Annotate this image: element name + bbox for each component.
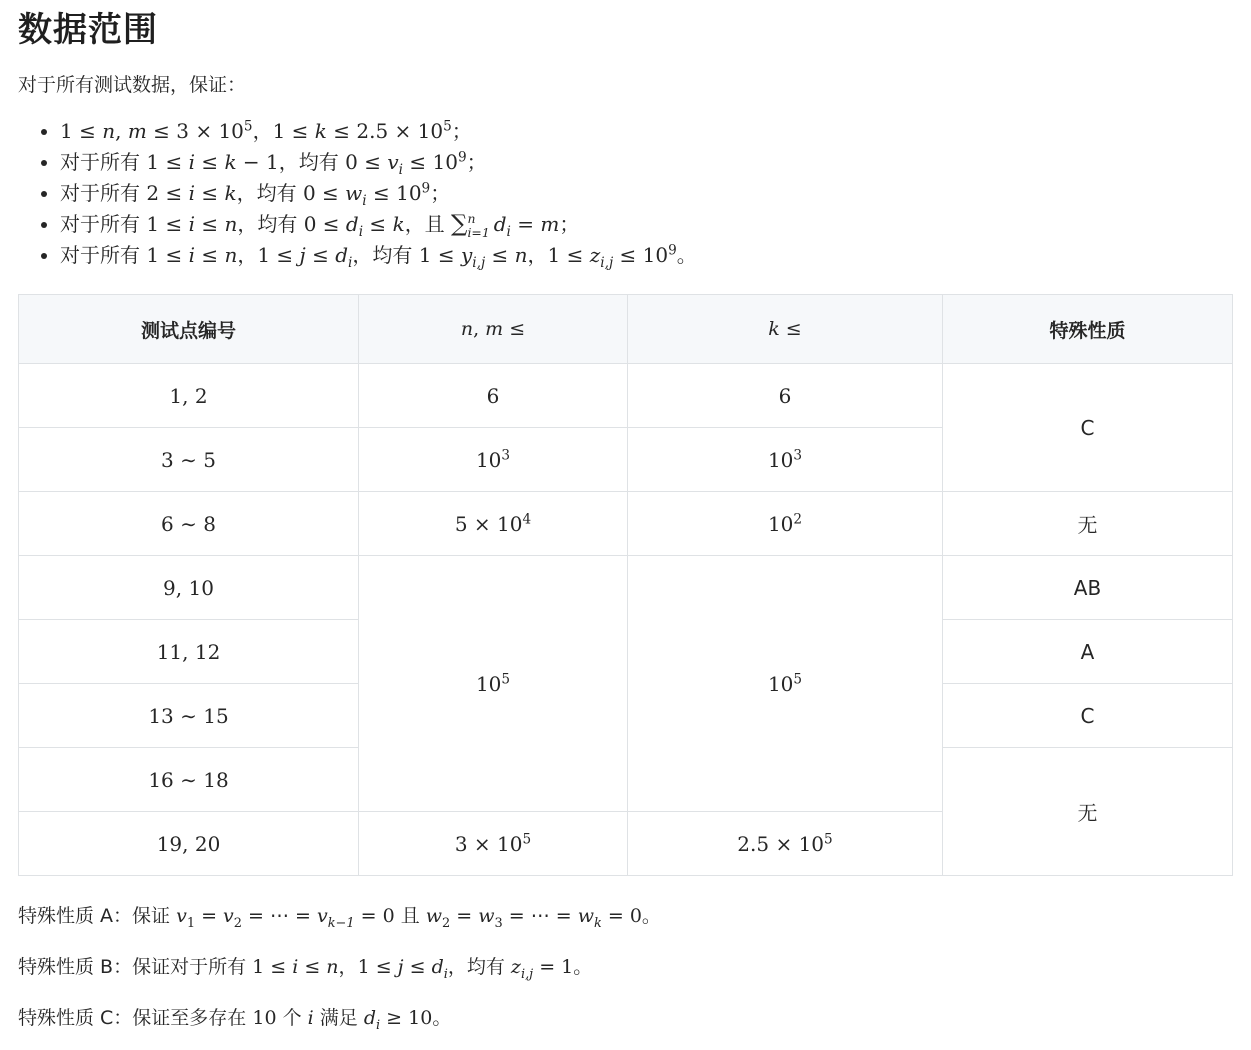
cell-test-id: 6 ∼ 8 <box>19 492 359 556</box>
math-var: j <box>299 243 306 267</box>
math-sub: k <box>594 915 602 931</box>
math-text: = ⋯ = <box>502 905 578 927</box>
math-exp: 5 <box>522 830 532 847</box>
math-var: i <box>307 1007 314 1029</box>
math-exp: 3 <box>501 446 511 463</box>
math-var: d <box>493 212 507 236</box>
math-text: 0 ≤ <box>345 150 388 174</box>
math-text: ≤ <box>298 956 327 978</box>
text: ，均有 <box>237 212 304 236</box>
cell-test-id: 16 ∼ 18 <box>19 748 359 812</box>
cell-nm: 6 <box>359 364 628 428</box>
math-var: i <box>188 212 195 236</box>
cell-property: A <box>943 620 1233 684</box>
cell-property: C <box>943 684 1233 748</box>
constraint-list <box>18 116 697 271</box>
math-var: k <box>314 119 327 143</box>
text: 对于所有 <box>60 150 147 174</box>
math-var: n <box>224 243 238 267</box>
cell-k <box>628 812 943 876</box>
text: 对于所有 <box>60 212 147 236</box>
math-text: 1 ≤ <box>547 243 590 267</box>
math-sub: i <box>506 224 511 240</box>
math-text: 1 ≤ <box>252 956 293 978</box>
math-text: 10 <box>767 447 794 472</box>
math-text: ≤ 10 <box>366 181 422 205</box>
math-exp: 5 <box>443 118 452 135</box>
math-text: 5 × 10 <box>454 511 523 536</box>
math-var: w <box>577 905 594 927</box>
header-property: 特殊性质 <box>943 295 1233 364</box>
cell-property: AB <box>943 556 1233 620</box>
cell-test-id: 11, 12 <box>19 620 359 684</box>
math-text: ≤ 10 <box>403 150 458 174</box>
math-sub: 2 <box>233 915 242 931</box>
header-nm <box>359 295 628 364</box>
math-text: 10 <box>767 511 794 536</box>
math-var: d <box>345 212 359 236</box>
table-row <box>19 492 1233 556</box>
text: ，均有 <box>447 956 511 978</box>
text: ，均有 <box>352 243 419 267</box>
punct: 。 <box>573 956 593 978</box>
math-sub: 2 <box>442 915 451 931</box>
cell-nm <box>359 556 628 812</box>
math-text: 1 ≤ <box>60 119 103 143</box>
math-var: v <box>316 905 328 927</box>
cell-test-id: 9, 10 <box>19 556 359 620</box>
math-text: ≤ <box>194 181 225 205</box>
math-text: 1 ≤ <box>272 119 315 143</box>
cell-k <box>628 428 943 492</box>
punct: 。 <box>432 1007 452 1029</box>
sum-lower: i=1 <box>467 224 490 240</box>
property-a-note <box>18 901 661 931</box>
property-b-note <box>18 952 593 982</box>
math-var: n <box>224 212 238 236</box>
cell-property: 无 <box>943 492 1233 556</box>
table-row <box>19 364 1233 428</box>
math-var: n <box>460 318 474 340</box>
cell-nm <box>359 492 628 556</box>
cell-property: 无 <box>943 748 1233 876</box>
math-text: = ⋯ = <box>241 905 317 927</box>
math-text: 2.5 × 10 <box>737 831 825 856</box>
math-sub: 1 <box>186 915 196 931</box>
math-exp: 4 <box>522 510 532 527</box>
cell-test-id: 13 ∼ 15 <box>19 684 359 748</box>
punct: 。 <box>641 905 661 927</box>
math-text: 10 <box>475 671 502 696</box>
constraint-item-4 <box>60 209 697 240</box>
text: ，均有 <box>278 150 346 174</box>
math-var: i <box>188 150 195 174</box>
math-var: i <box>188 243 195 267</box>
sum-upper: n <box>467 211 476 227</box>
punct: ， <box>252 119 273 143</box>
text: 个 <box>276 1007 308 1029</box>
cell-test-id: 1, 2 <box>19 364 359 428</box>
math-text: 1 ≤ <box>146 150 189 174</box>
math-sub: i <box>348 255 353 271</box>
math-sub: i <box>398 162 404 178</box>
math-sub: 3 <box>494 915 503 931</box>
cell-k <box>628 492 943 556</box>
math-var: i <box>188 181 195 205</box>
intro-text: 对于所有测试数据，保证： <box>18 74 247 96</box>
cell-k <box>628 556 943 812</box>
text: 且 <box>394 905 426 927</box>
math-text: ≤ 2.5 × 10 <box>326 119 444 143</box>
math-exp: 5 <box>793 670 803 687</box>
math-exp: 9 <box>668 242 677 259</box>
math-exp: 9 <box>457 149 467 166</box>
math-text: ≤ <box>194 243 225 267</box>
text: 对于所有 <box>60 181 147 205</box>
math-var: v <box>223 905 234 927</box>
math-var: m <box>127 119 147 143</box>
math-text: = 1 <box>533 956 574 978</box>
math-var: d <box>363 1007 376 1029</box>
math-sub: i,j <box>520 966 534 982</box>
math-var: k <box>224 150 237 174</box>
math-var: w <box>345 181 363 205</box>
math-var: v <box>387 150 399 174</box>
math-text: − 1 <box>236 150 279 174</box>
math-var: w <box>425 905 443 927</box>
math-text: = 0 <box>354 905 395 927</box>
math-text: ≤ <box>503 318 526 340</box>
text: 对于所有 <box>60 243 147 267</box>
math-text: ≤ <box>485 243 515 267</box>
punct: 。 <box>676 243 697 267</box>
math-text: 1 ≤ <box>146 212 189 236</box>
math-sub: k−1 <box>327 915 355 931</box>
math-exp: 9 <box>421 180 431 197</box>
sum-limits <box>467 212 489 238</box>
math-text: = <box>450 905 479 927</box>
math-text: = <box>510 212 541 236</box>
math-var: n <box>102 119 116 143</box>
math-text: 10 <box>767 671 794 696</box>
math-exp: 5 <box>501 670 511 687</box>
math-text: = <box>195 905 224 927</box>
math-sub: i <box>362 193 367 209</box>
text: 特殊性质 C：保证至多存在 <box>18 1007 253 1029</box>
constraint-item-1 <box>60 116 697 147</box>
cell-test-id: 19, 20 <box>19 812 359 876</box>
math-var: m <box>485 318 504 340</box>
math-text: ≤ 3 × 10 <box>146 119 244 143</box>
math-text: ≤ 10 <box>613 243 669 267</box>
punct: ， <box>237 243 258 267</box>
math-sub: i,j <box>600 255 614 271</box>
math-text: ≤ <box>779 318 802 340</box>
math-text: 1 ≤ <box>357 956 398 978</box>
punct: ； <box>466 150 487 174</box>
constraint-item-5 <box>60 240 697 271</box>
math-exp: 2 <box>793 510 803 527</box>
math-var: k <box>392 212 405 236</box>
cell-test-id: 3 ∼ 5 <box>19 428 359 492</box>
math-text: , <box>115 119 128 143</box>
math-var: k <box>768 318 780 340</box>
math-var: w <box>478 905 495 927</box>
math-text: ≤ <box>403 956 432 978</box>
math-text: 10 <box>475 447 502 472</box>
property-c-note <box>18 1003 452 1033</box>
punct: ； <box>430 181 451 205</box>
math-text: 0 ≤ <box>302 181 346 205</box>
math-var: z <box>510 956 521 978</box>
math-text: ≥ 10 <box>380 1007 433 1029</box>
header-k <box>628 295 943 364</box>
sum-symbol: ∑ <box>451 211 468 237</box>
math-var: n <box>326 956 339 978</box>
math-var: z <box>589 243 601 267</box>
math-text: ≤ <box>363 212 393 236</box>
math-text: 3 × 10 <box>454 831 523 856</box>
section-heading: 数据范围 <box>18 10 158 50</box>
math-var: v <box>176 905 187 927</box>
table-row <box>19 556 1233 620</box>
text: ，且 <box>404 212 452 236</box>
math-text: , <box>473 318 486 340</box>
test-data-table <box>18 294 1233 876</box>
constraint-item-3 <box>60 178 697 209</box>
math-text: 1 ≤ <box>418 243 461 267</box>
math-sub: i <box>443 966 448 982</box>
cell-k: 6 <box>628 364 943 428</box>
text: 特殊性质 A：保证 <box>18 905 177 927</box>
math-text: 10 <box>252 1007 277 1029</box>
math-text: 2 ≤ <box>146 181 189 205</box>
math-text: = 0 <box>601 905 642 927</box>
math-exp: 5 <box>243 118 253 135</box>
math-var: m <box>540 212 560 236</box>
math-exp: 3 <box>793 446 803 463</box>
math-var: j <box>397 956 404 978</box>
math-sub: i <box>375 1017 381 1033</box>
header-test-id: 测试点编号 <box>19 295 359 364</box>
constraint-item-2 <box>60 147 697 178</box>
math-var: k <box>224 181 237 205</box>
math-var: y <box>460 243 473 267</box>
cell-property: C <box>943 364 1233 492</box>
math-var: d <box>431 956 444 978</box>
math-text: 1 ≤ <box>146 243 189 267</box>
math-var: i <box>292 956 299 978</box>
text: 特殊性质 B：保证对于所有 <box>18 956 253 978</box>
table-header-row <box>19 295 1233 364</box>
punct: ； <box>451 119 472 143</box>
math-sub: i,j <box>472 255 486 271</box>
math-var: n <box>514 243 528 267</box>
math-exp: 5 <box>824 830 833 847</box>
punct: ； <box>559 212 580 236</box>
cell-nm <box>359 812 628 876</box>
punct: ， <box>338 956 358 978</box>
math-text: ≤ <box>194 150 225 174</box>
math-text: 1 ≤ <box>257 243 300 267</box>
punct: ， <box>527 243 548 267</box>
math-var: d <box>335 243 349 267</box>
math-sub: i <box>358 224 364 240</box>
math-text: 0 ≤ <box>303 212 346 236</box>
math-text: ≤ <box>305 243 336 267</box>
text: 满足 <box>313 1007 364 1029</box>
cell-nm <box>359 428 628 492</box>
text: ，均有 <box>236 181 303 205</box>
math-text: ≤ <box>194 212 225 236</box>
